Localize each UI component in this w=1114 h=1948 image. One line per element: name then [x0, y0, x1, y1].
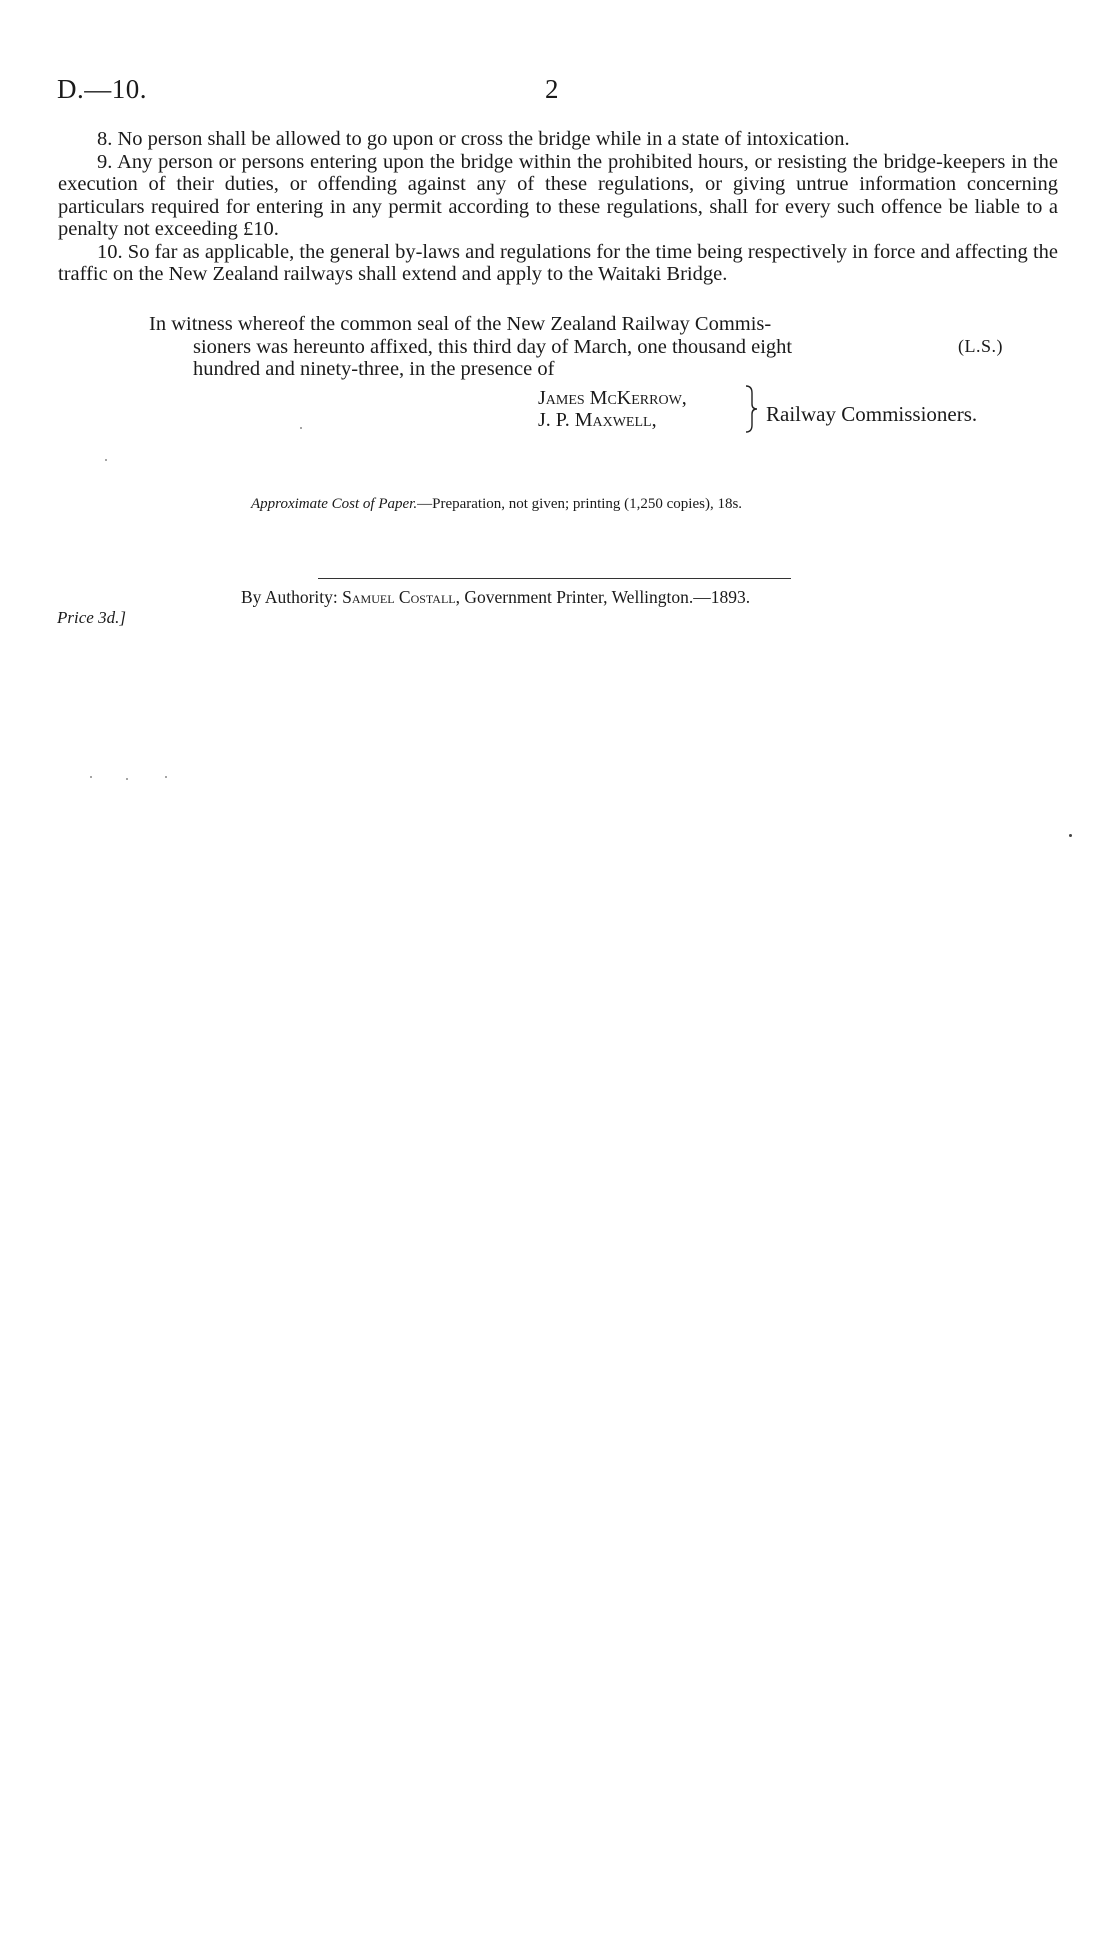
- horizontal-rule: [318, 578, 791, 579]
- regulations-body: [58, 128, 1058, 286]
- regulation-paragraph-9: 9. Any person or persons entering upon the bridge within the prohibited hours, or resisting the bridge-keepers in the execution of their duties, or offending against any of these regulations, or giving untrue information concerning particulars required for entering in any permit according to these regulations, shall for every such offence be liable to a penalty not exceeding £10.: [58, 150, 1058, 240]
- scan-speck: [300, 427, 302, 429]
- printer-name: Samuel Costall: [342, 587, 456, 607]
- scan-speck: [165, 776, 167, 778]
- witness-line-3: hundred and ninety-three, in the presence of: [193, 358, 555, 380]
- signatory-names: [538, 387, 687, 431]
- authority-line: [241, 587, 750, 608]
- cost-note-label: Approximate Cost of Paper.: [251, 496, 418, 512]
- price-note: Price 3d.]: [57, 608, 126, 627]
- witness-line-1: In witness whereof the common seal of the New Zealand Railway Commis-: [149, 313, 772, 335]
- witness-clause: [149, 313, 1019, 381]
- authority-suffix: , Government Printer, Wellington.—1893.: [455, 587, 751, 607]
- witness-line-2: sioners was hereunto affixed, this third day of March, one thousand eight: [193, 335, 793, 358]
- regulation-paragraph-8: 8. No person shall be allowed to go upon or cross the bridge while in a state of intoxication.: [97, 128, 850, 150]
- signatory-name-2: J. P. Maxwell,: [538, 409, 657, 431]
- authority-prefix: By Authority:: [241, 587, 343, 607]
- scan-speck: [105, 459, 107, 461]
- signatory-role: Railway Commissioners.: [766, 402, 978, 426]
- cost-of-paper-note: [251, 496, 742, 513]
- document-code: D.—10.: [57, 74, 147, 104]
- page-number: 2: [545, 74, 559, 104]
- signatory-name-1: James McKerrow,: [538, 387, 687, 409]
- scan-speck: [90, 776, 92, 778]
- right-brace-icon: [744, 384, 758, 434]
- scan-speck: [126, 778, 128, 780]
- scan-speck: [1069, 834, 1072, 837]
- cost-note-text: —Preparation, not given; printing (1,250 copies), 18s.: [417, 496, 743, 512]
- seal-mark: (L.S.): [958, 336, 1003, 356]
- regulation-paragraph-10: 10. So far as applicable, the general by-laws and regulations for the time being respectively in force and affecting the traffic on the New Zealand railways shall extend and apply to the Waitaki Bridge.: [58, 240, 1058, 285]
